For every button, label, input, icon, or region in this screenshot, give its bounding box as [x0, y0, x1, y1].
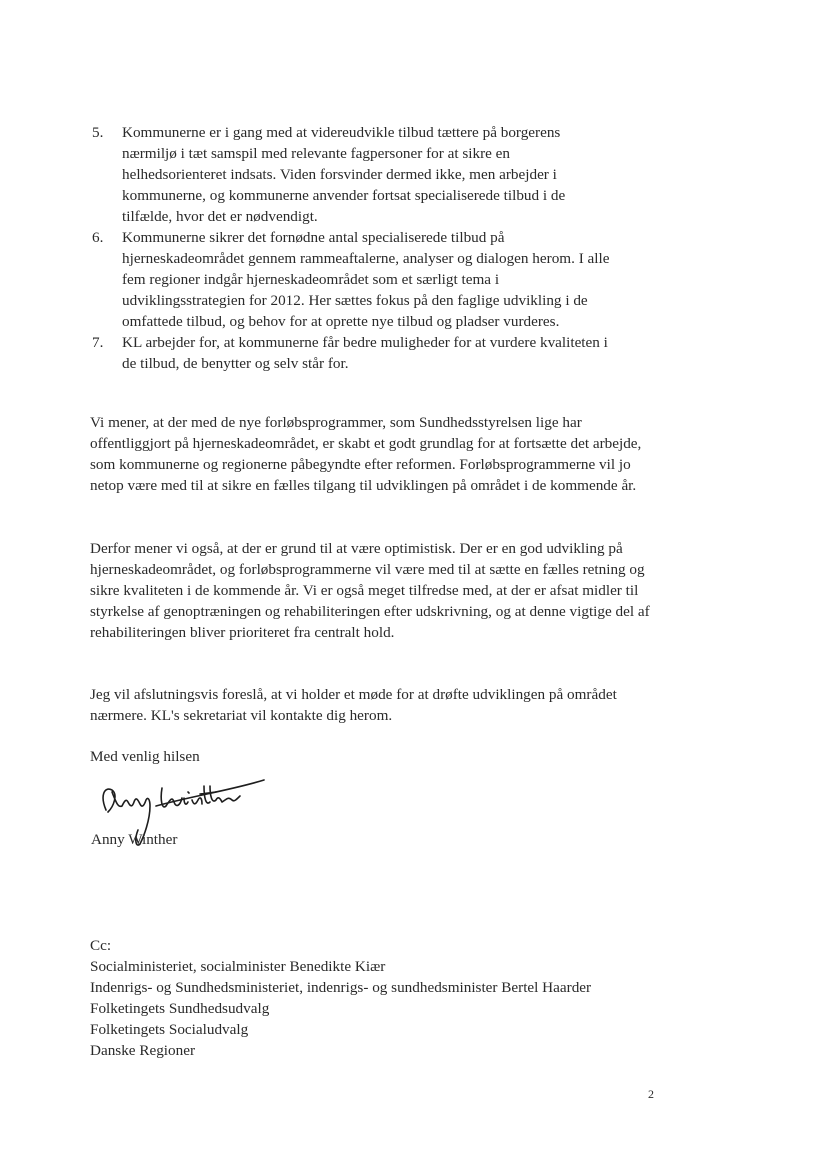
paragraph-forloebsprogrammer: Vi mener, at der med de nye forløbsprogrammer, som Sundhedsstyrelsen lige har offentliggjort på hjerneskadeområdet, er skabt et godt grundlag for at fortsætte det arbejde, som kommunerne og regionerne påbegyndte efter reformen. Forløbsprogrammerne vil jo netop være med til at sikre en fælles tilgang til udviklingen på området i de kommende år.: [90, 414, 642, 494]
numbered-list: [92, 122, 652, 374]
list-number: 6.: [92, 229, 104, 246]
list-number: 7.: [92, 334, 104, 351]
list-text: KL arbejder for, at kommunerne får bedre muligheder for at vurdere kvaliteten i de tilbud, de benytter og selv står for.: [122, 334, 608, 372]
paragraph-meeting-proposal: Jeg vil afslutningsvis foreslå, at vi holder et møde for at drøfte udviklingen på området nærmere. KL's sekretariat vil kontakte dig herom.: [90, 686, 617, 724]
signatory-name: Anny Winther: [91, 831, 178, 848]
list-item: [92, 227, 652, 332]
cc-label: Cc:: [90, 937, 112, 954]
page-number: 2: [648, 1087, 654, 1101]
list-text: Kommunerne sikrer det fornødne antal specialiserede tilbud på hjerneskadeområdet gennem rammeaftalerne, analyser og dialogen herom. I alle fem regioner indgår hjerneskadeområdet som et særligt tema i udviklingsstrategien for 2012. Her sættes fokus på den faglige udvikling i de omfattede tilbud, og behov for at oprette nye tilbud og pladser vurderes.: [122, 229, 610, 330]
list-number: 5.: [92, 124, 104, 141]
cc-recipient: Folketingets Sundhedsudvalg: [90, 1000, 270, 1017]
cc-block: [90, 935, 690, 1061]
closing-salutation: Med venlig hilsen: [90, 748, 200, 765]
list-item: [92, 122, 652, 227]
cc-recipient: Socialministeriet, socialminister Benedikte Kiær: [90, 958, 386, 975]
cc-recipient: Danske Regioner: [90, 1042, 196, 1059]
cc-recipient: Folketingets Socialudvalg: [90, 1021, 249, 1038]
list-text: Kommunerne er i gang med at videreudvikle tilbud tættere på borgerens nærmiljø i tæt samspil med relevante fagpersoner for at sikre en helhedsorienteret indsats. Viden forsvinder dermed ikke, men arbejder i kommunerne, og kommunerne anvender fortsat specialiserede tilbud i de tilfælde, hvor det er nødvendigt.: [122, 124, 566, 225]
list-item: [92, 332, 652, 374]
paragraph-optimism: Derfor mener vi også, at der er grund til at være optimistisk. Der er en god udvikling på hjerneskadeområdet, og forløbsprogrammerne vil være med til at sætte en fælles retning og sikre kvaliteten i de kommende år. Vi er også meget tilfredse med, at der er afsat midler til styrkelse af genoptræningen og rehabiliteringen efter udskrivning, og at denne vigtige del af rehabiliteringen bliver prioriteret fra centralt hold.: [90, 540, 650, 641]
cc-recipient: Indenrigs- og Sundhedsministeriet, indenrigs- og sundhedsminister Bertel Haarder: [90, 979, 592, 996]
